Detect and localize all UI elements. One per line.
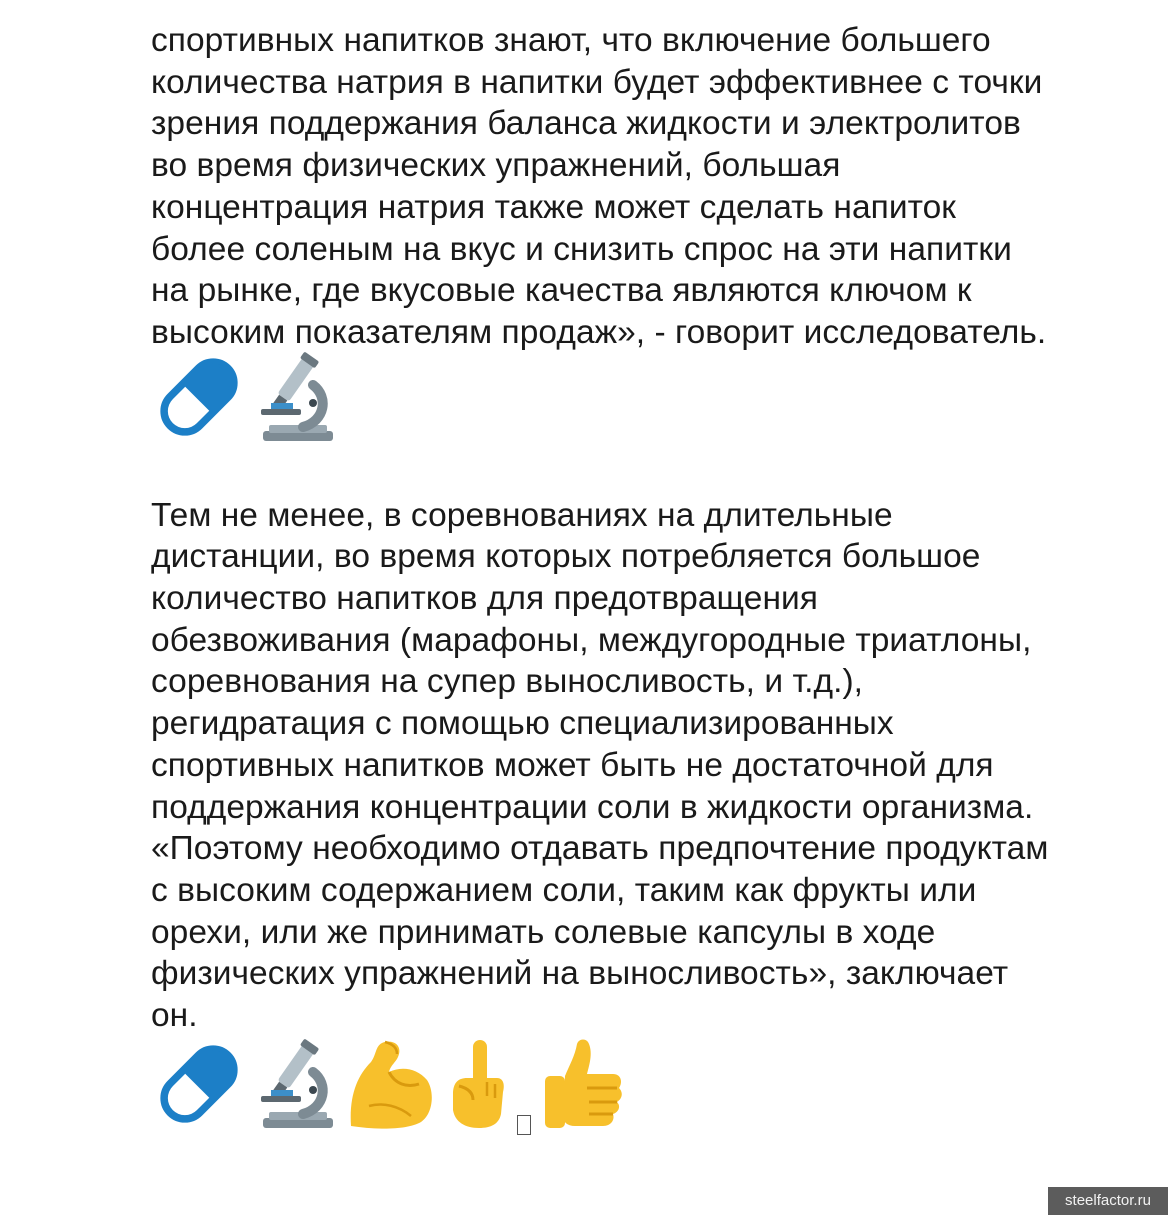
microscope-icon <box>255 349 339 450</box>
paragraph-line: на рынке, где вкусовые качества являются ключом к <box>151 272 972 310</box>
paragraph-line: количества натрия в напитки будет эффективнее с точки <box>151 63 1043 101</box>
paragraph-line: Тем не менее, в соревнованиях на длительные <box>151 496 893 534</box>
paragraph-line: поддержания концентрации соли в жидкости организма. <box>151 788 1034 826</box>
emoji-row-2 <box>151 1037 1151 1137</box>
paragraph-line: орехи, или же принимать солевые капсулы в ходе <box>151 913 936 951</box>
clipped-top-line <box>151 0 1151 20</box>
paragraph-line: зрения поддержания баланса жидкости и электролитов <box>151 105 1021 143</box>
index-pointing-up-icon <box>443 1036 509 1137</box>
paragraph-line: обезвоживания (марафоны, междугородные триатлоны, <box>151 621 1032 659</box>
paragraph-line: он. <box>151 997 198 1035</box>
paragraph-line: с высоким содержанием соли, таким как фрукты или <box>151 871 977 909</box>
flexed-biceps-icon <box>347 1036 435 1137</box>
paragraph-line: во время физических упражнений, большая <box>151 147 841 185</box>
thumbs-up-icon <box>539 1036 625 1137</box>
missing-glyph-icon <box>517 1115 531 1135</box>
paragraph-1 <box>151 0 1151 354</box>
paragraph-line: спортивных напитков может быть не достаточной для <box>151 746 994 784</box>
paragraph-line: регидратация с помощью специализированных <box>151 705 894 743</box>
paragraph-line: количество напитков для предотвращения <box>151 580 818 618</box>
paragraph-line: спортивных напитков знают, что включение большего <box>151 22 991 59</box>
paragraph-line: «Поэтому необходимо отдавать предпочтение продуктам <box>151 830 1049 868</box>
pill-icon <box>151 349 247 450</box>
watermark: steelfactor.ru <box>1048 1187 1168 1215</box>
pill-icon <box>151 1036 247 1137</box>
article <box>151 0 1151 1137</box>
paragraph-line: концентрация натрия также может сделать напиток <box>151 188 957 226</box>
paragraph-2 <box>151 495 1151 1037</box>
paragraph-line: высоким показателям продаж», - говорит исследователь. <box>151 313 1047 351</box>
paragraph-line: более соленым на вкус и снизить спрос на эти напитки <box>151 230 1012 268</box>
paragraph-line: дистанции, во время которых потребляется большое <box>151 538 981 576</box>
microscope-icon <box>255 1036 339 1137</box>
emoji-row-1 <box>151 354 1151 450</box>
paragraph-line: физических упражнений на выносливость», заключает <box>151 955 1009 993</box>
paragraph-line: соревнования на супер выносливость, и т.д.), <box>151 663 864 701</box>
